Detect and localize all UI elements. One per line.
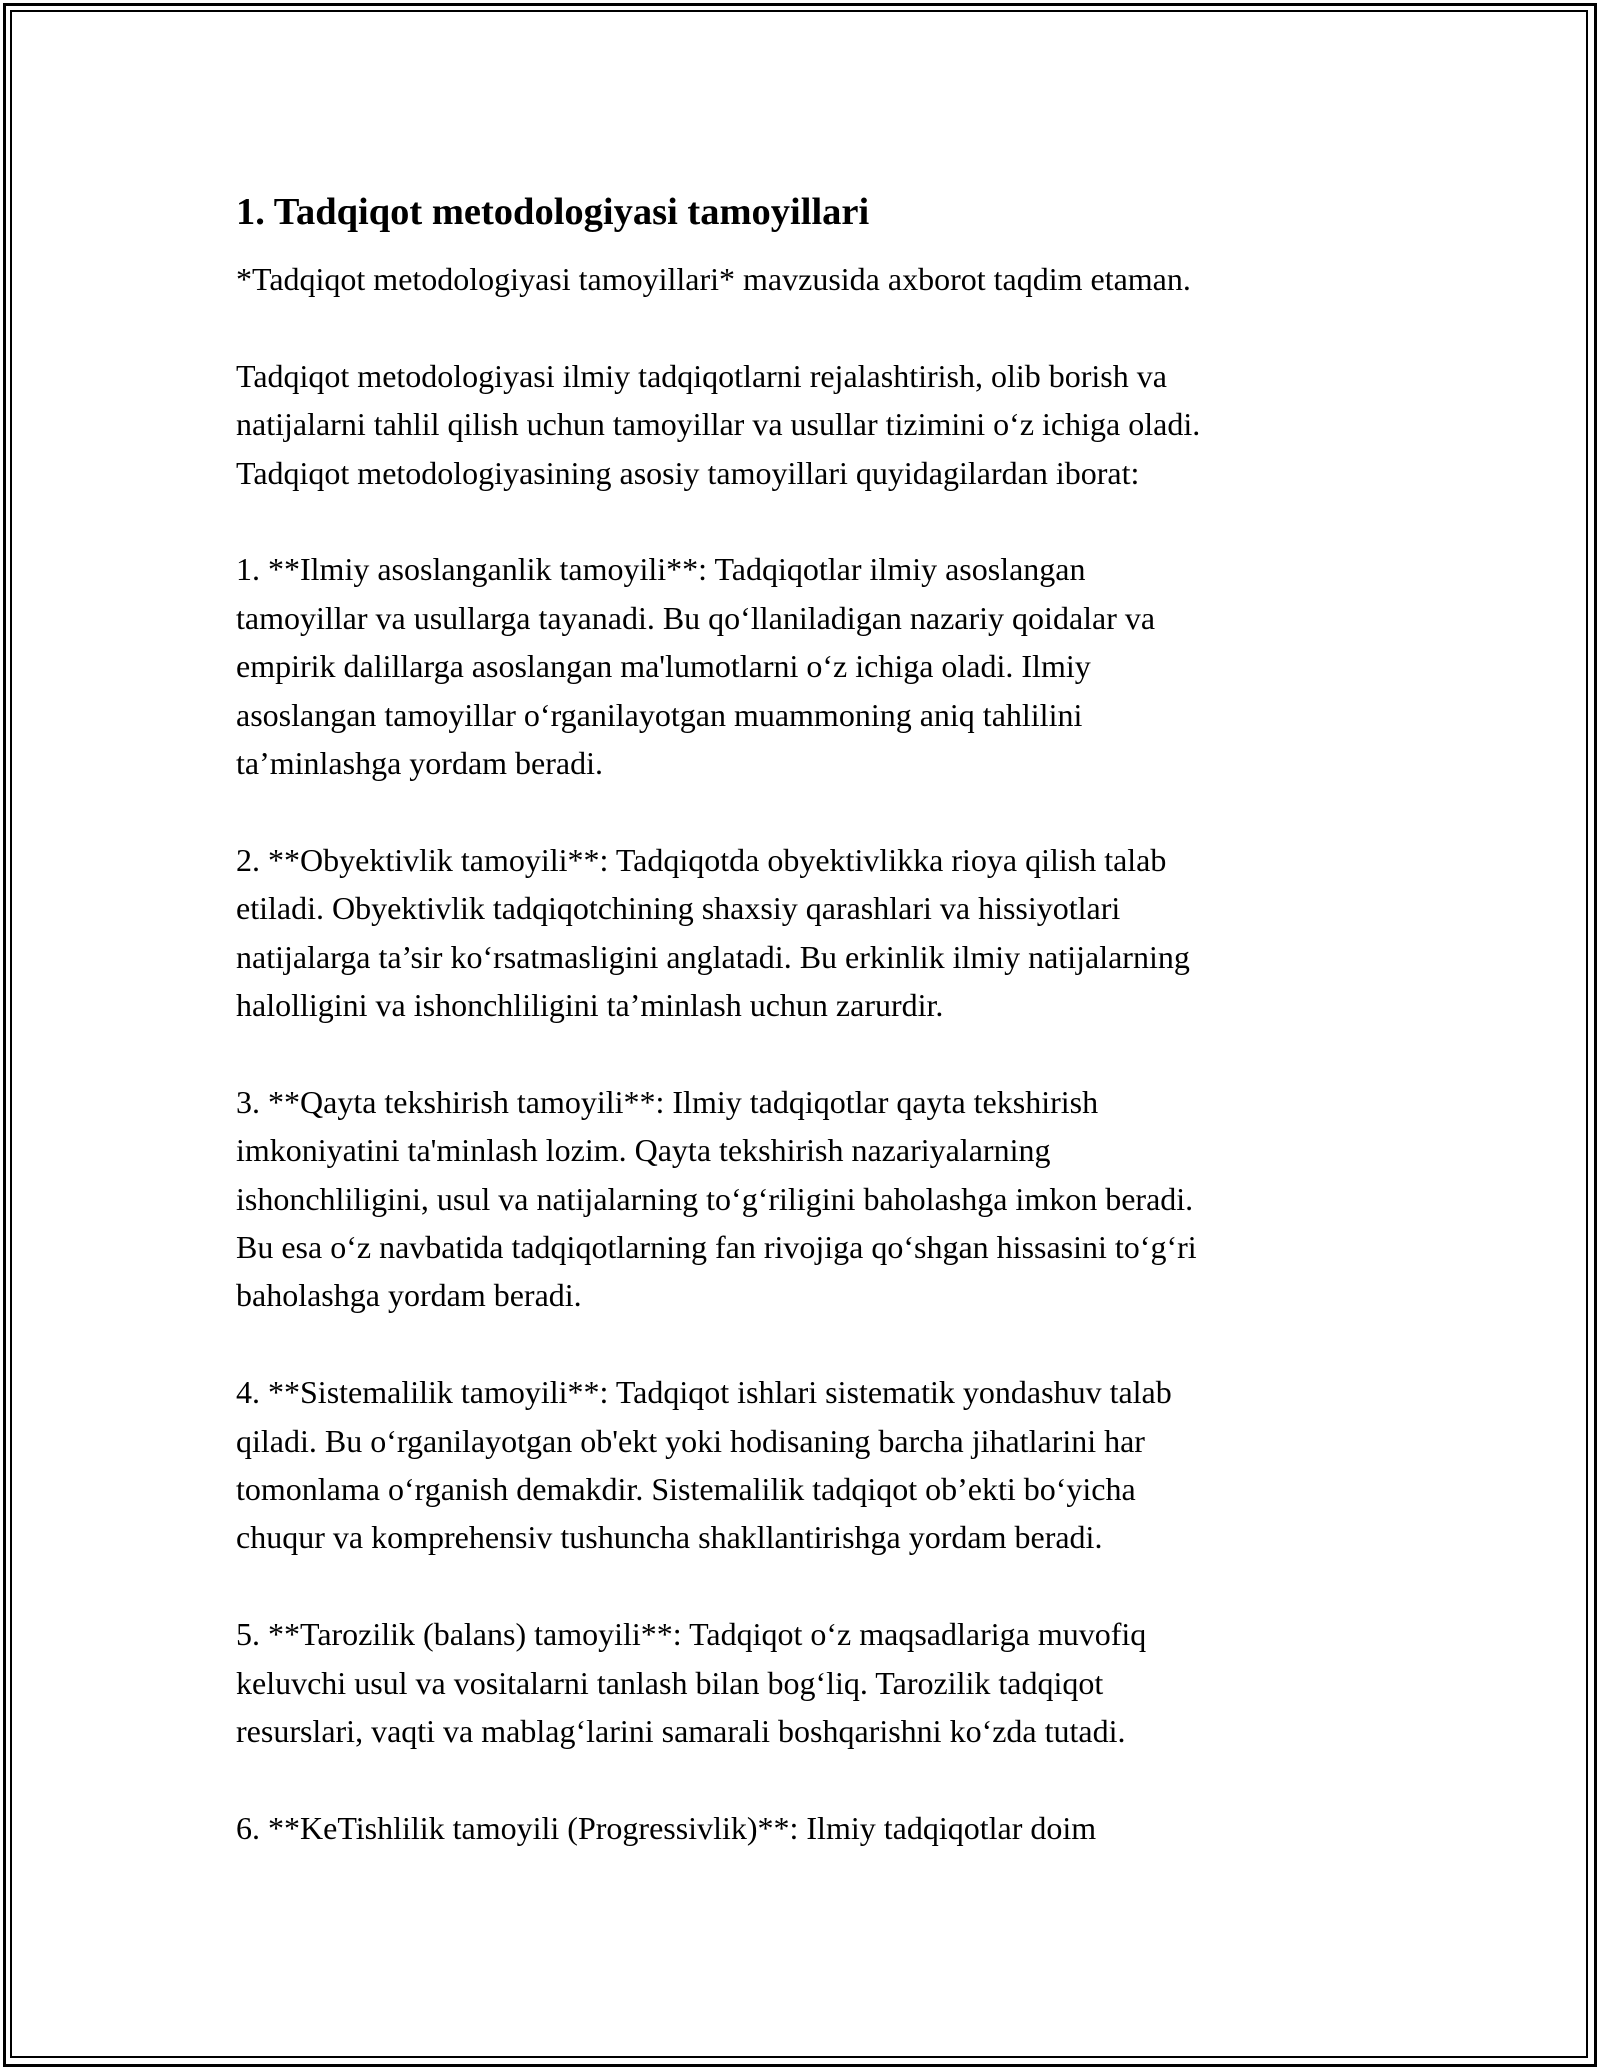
paragraph-line: *Tadqiqot metodologiyasi tamoyillari* mavzusida axborot taqdim etaman.: [236, 261, 1191, 297]
paragraph-line: Bu esa o‘z navbatida tadqiqotlarning fan rivojiga qo‘shgan hissasini to‘g‘ri: [236, 1229, 1197, 1266]
paragraph-line: Tadqiqot metodologiyasi ilmiy tadqiqotlarni rejalashtirish, olib borish va: [236, 357, 1167, 394]
document-body: [236, 188, 1366, 1901]
paragraph-line: 1. **Ilmiy asoslanganlik tamoyili**: Tadqiqotlar ilmiy asoslangan: [236, 551, 1086, 588]
paragraph-line: qiladi. Bu o‘rganilayotgan ob'ekt yoki hodisaning barcha jihatlarini har: [236, 1422, 1145, 1459]
paragraph-line: natijalarga ta’sir ko‘rsatmasligini anglatadi. Bu erkinlik ilmiy natijalarning: [236, 938, 1190, 975]
paragraph-principle-1: [236, 545, 1366, 787]
paragraph-line: 4. **Sistemalilik tamoyili**: Tadqiqot ishlari sistematik yondashuv talab: [236, 1374, 1172, 1411]
paragraph-line: 3. **Qayta tekshirish tamoyili**: Ilmiy tadqiqotlar qayta tekshirish: [236, 1083, 1099, 1120]
paragraph-line: imkoniyatini ta'minlash lozim. Qayta tekshirish nazariyalarning: [236, 1132, 1051, 1169]
paragraph-line: empirik dalillarga asoslangan ma'lumotlarni o‘z ichiga oladi. Ilmiy: [236, 648, 1091, 685]
paragraph-line: chuqur va komprehensiv tushuncha shakllantirishga yordam beradi.: [236, 1519, 1103, 1556]
paragraph-principle-2: [236, 836, 1366, 1030]
paragraph-line: keluvchi usul va vositalarni tanlash bilan bog‘liq. Tarozilik tadqiqot: [236, 1664, 1104, 1701]
paragraph-intro: [236, 255, 1366, 303]
paragraph-line: ta’minlashga yordam beradi.: [236, 745, 603, 782]
paragraph-principle-5: [236, 1610, 1366, 1755]
paragraph-line: natijalarni tahlil qilish uchun tamoyillar va usullar tizimini o‘z ichiga oladi.: [236, 406, 1201, 443]
paragraph-principle-6: [236, 1804, 1366, 1852]
paragraph-line: etiladi. Obyektivlik tadqiqotchining shaxsiy qarashlari va hissiyotlari: [236, 890, 1121, 927]
paragraph-line: tomonlama o‘rganish demakdir. Sistemalilik tadqiqot ob’ekti bo‘yicha: [236, 1471, 1136, 1508]
paragraph-line: 6. **KeTishlilik tamoyili (Progressivlik)**: Ilmiy tadqiqotlar doim: [236, 1809, 1097, 1846]
paragraph-line: asoslangan tamoyillar o‘rganilayotgan muammoning aniq tahlilini: [236, 696, 1083, 733]
paragraph-line: baholashga yordam beradi.: [236, 1277, 582, 1314]
paragraph-line: 5. **Tarozilik (balans) tamoyili**: Tadqiqot o‘z maqsadlariga muvofiq: [236, 1616, 1147, 1653]
paragraph-principle-3: [236, 1078, 1366, 1320]
paragraph-line: resurslari, vaqti va mablag‘larini samarali boshqarishni ko‘zda tutadi.: [236, 1713, 1126, 1750]
paragraph-line: 2. **Obyektivlik tamoyili**: Tadqiqotda obyektivlikka rioya qilish talab: [236, 841, 1167, 878]
paragraph-line: ishonchliligini, usul va natijalarning to‘g‘riligini baholashga imkon beradi.: [236, 1180, 1194, 1217]
paragraph-line: Tadqiqot metodologiyasining asosiy tamoyillari quyidagilardan iborat:: [236, 454, 1140, 491]
paragraph-principle-4: [236, 1368, 1366, 1562]
paragraph-line: halolligini va ishonchliligini ta’minlash uchun zarurdir.: [236, 987, 944, 1024]
paragraph-overview: [236, 352, 1366, 497]
paragraph-line: tamoyillar va usullarga tayanadi. Bu qo‘llaniladigan nazariy qoidalar va: [236, 599, 1156, 636]
document-title: 1. Tadqiqot metodologiyasi tamoyillari: [236, 191, 870, 233]
